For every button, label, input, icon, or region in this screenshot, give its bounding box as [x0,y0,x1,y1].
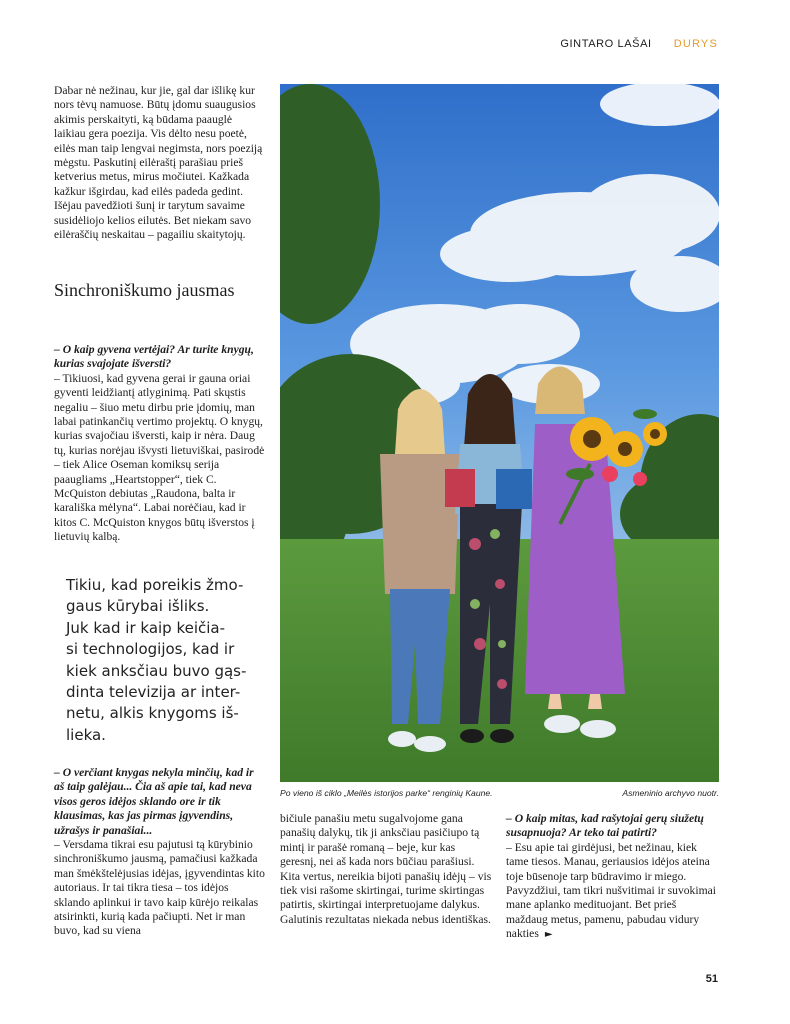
photo-credit: Asmeninio archyvo nuotr. [622,788,719,798]
middle-column-text [280,812,492,927]
continued-text: bičiule panašiu metu sugalvojome gana panašių dalykų, tik ji anksčiau pasičiupo tą mintį ir parašė romaną – beje, kur kas geresnį, nei aš kada nors būčiau parašiusi. Kita vertus, nereikia bijoti panašių idėjų – vis tiek visi rašome skirtingai, turime skirtingas patirtis, skirtingai interpretuojame dalykus. Galutinis rezultatas niekada nebus identiškas. [280,812,492,926]
question-text: – O verčiant knygas nekyla minčių, kad ir aš taip galėjau... Čia aš apie tai, kad neva visos geros idėjos sklando ore ir tik klausimas, kas jas pirmas įgyvendins, užrašys ir panašiai... [54,766,254,837]
answer-body: – Esu apie tai girdėjusi, bet nežinau, kiek tame tiesos. Manau, geriausios idėjos ateina toje būsenoje tarp būdravimo ir miego. Pavyzdžiui, tam tikri nušvitimai ir suvokimai mane aplanko medituojant. Bet prieš maždaug metus, pamenu, pabudau vidury nakties [506,840,716,941]
qa-block-dreams [506,812,718,943]
intro-paragraph [54,84,266,242]
photo-three-women-in-park [280,84,719,782]
answer-text: – Tikiuosi, kad gyvena gerai ir gauna oriai gyventi leidžiantį atlyginimą. Pati skųstis negaliu – šiuo metu dirbu prie įdomių, man labai patinkančių vertimo projektų. O knygų, kurias svajočiau išversti, kaip ir nėra. Daug tų, kurias norėjau išvysti lietuviškai, pasirodė – tiek Alice Oseman komiksų serija paaugliams „Heartstopper“, tiek C. McQuiston debiutas „Raudona, balta ir karališka mėlyna“. Labai norėčiau, kad ir kitos C. McQuiston knygos būtų išverstos į lietuvių kalbą. [54,371,265,544]
section-heading: Sinchroniškumo jausmas [54,280,235,300]
qa-block-ideas [54,766,266,939]
photo-caption: Po vieno iš ciklo „Meilės istorijos parke“ renginių Kaune. [280,788,493,798]
continue-arrow-icon: ► [544,929,553,941]
pull-quote: Tikiu, kad poreikis žmo- gaus kūrybai išliks. Juk kad ir kaip keičia- si technologijos, kad ir kiek anksčiau buvo gąs- dinta televizija ar inter- netu, alkis knygoms iš- lieka. [66,576,247,744]
qa-block-translators [54,343,266,545]
section-name: DURYS [673,38,718,50]
question-text: – O kaip mitas, kad rašytojai gerų siužetų susapnuoja? Ar teko tai patirti? [506,812,704,840]
page-number: 51 [705,973,718,985]
answer-text [506,841,718,943]
question-text: – O kaip gyvena vertėjai? Ar turite knygų, kurias svajojate išversti? [54,343,254,371]
answer-text: – Versdama tikrai esu pajutusi tą kūrybinio sinchroniškumo jausmą, pamačiusi kažkada man šmėkštelėjusias idėjas, įgyvendintas kito autoriaus. Ir tai tikra tiesa – tos idėjos sklando aplinkui ir tavo kaip kūrėjo reikalas atsirinkti, kurią kada pačiupti. Net ir man buvo, kad su viena [54,838,265,938]
intro-text: Dabar nė nežinau, kur jie, gal dar išlikę kur nors tėvų namuose. Būtų įdomu suaugusios akimis perskaityti, ką būdama paauglė laikiau gera poezija. Vis dėlto nesu poetė, eilės man taip lengvai negimsta, nors poeziją mėgstu. Paskutinį eilėraštį parašiau prieš ketverius metus, mirus močiutei. Kažkada kažkur išgirdau, kad eilės padeda gedint. Išėjau pavedžioti šunį ir tarytum savaime susidėliojo kelios eilutės. Bet niekam savo eilėraščių neskaitau – pagailiu skaitytojų. [54,84,263,242]
magazine-name: GINTARO LAŠAI [560,38,652,50]
running-header [560,38,718,50]
